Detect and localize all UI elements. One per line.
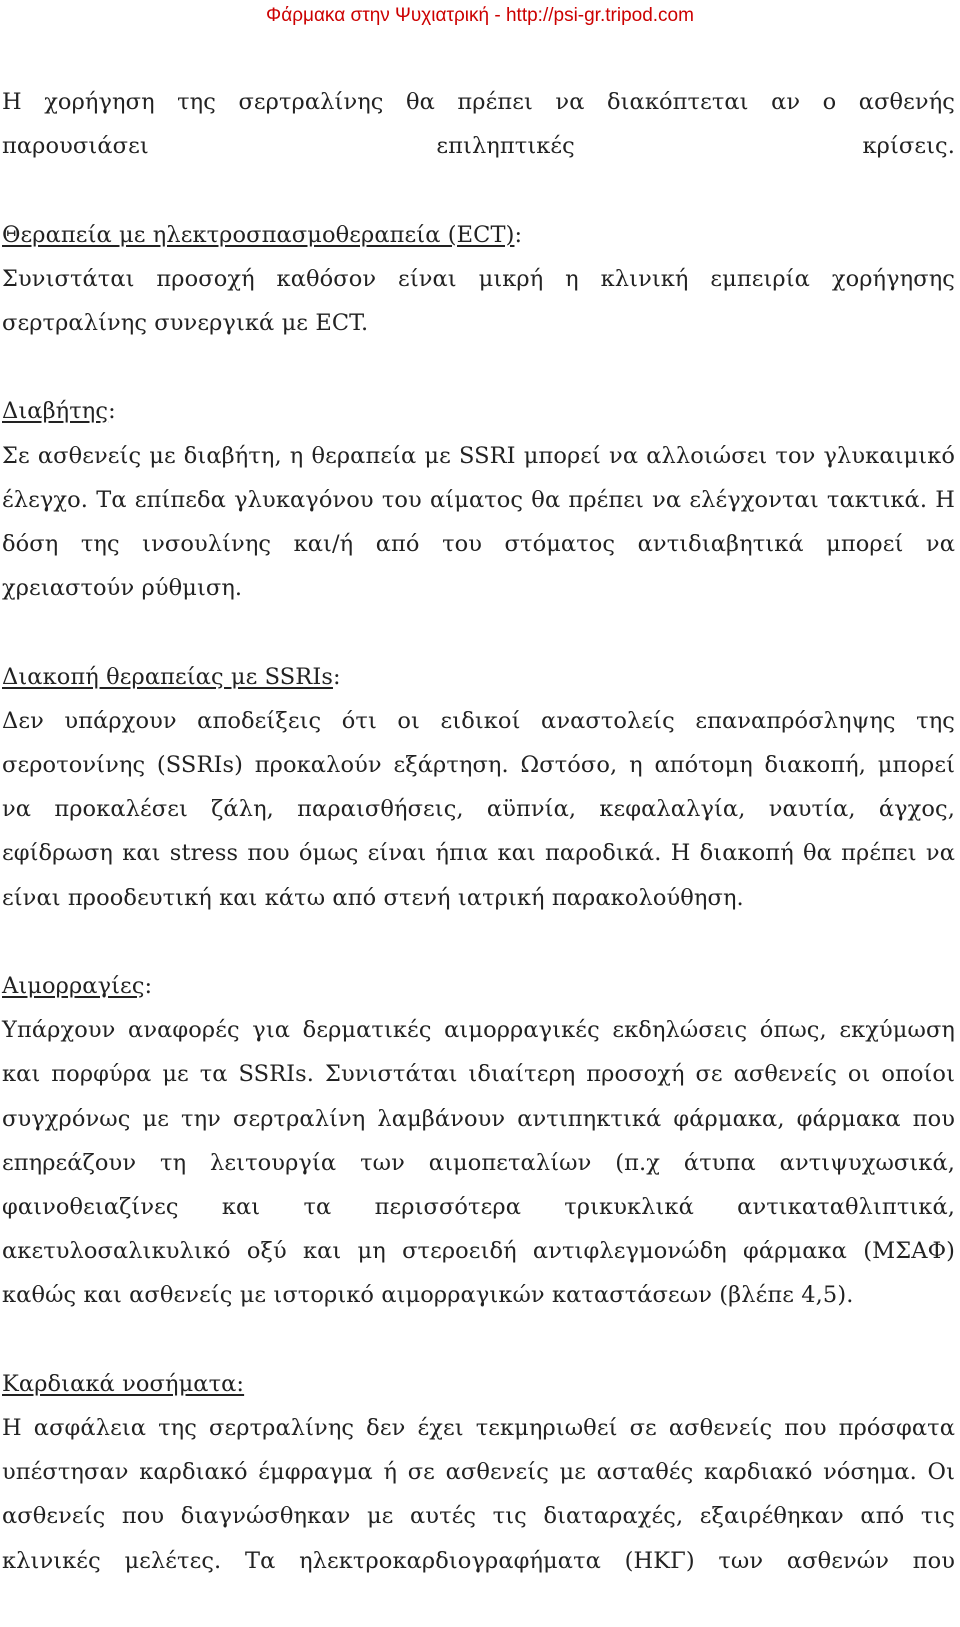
section-heading-colon: : <box>514 221 523 248</box>
page-header: Φάρμακα στην Ψυχιατρική - http://psi-gr.tripod.com <box>266 5 694 26</box>
section-heading-text: Αιμορραγίες <box>2 973 145 999</box>
section-ect <box>2 213 955 346</box>
section-heading-colon: : <box>144 973 153 999</box>
section-heading-text: Καρδιακά νοσήματα: <box>2 1370 245 1397</box>
section-heading <box>2 389 955 433</box>
section-heading-text: Θεραπεία με ηλεκτροσπασμοθεραπεία (ECT) <box>2 221 515 248</box>
section-heading-colon: : <box>108 398 116 425</box>
document-body <box>2 80 955 1627</box>
section-diabetes <box>2 389 955 610</box>
section-bleeding <box>2 964 955 1318</box>
section-text: Σε ασθενείς με διαβήτη, η θεραπεία με SSRI μπορεί να αλλοιώσει τον γλυκαιμικό έλεγχο. Τα επίπεδα γλυκαγόνου του αίματος θα πρέπει να ελέγχονται τακτικά. Η δόση της ινσουλίνης και/ή από του στόματος αντιδιαβητικά μπορεί να χρειαστούν ρύθμιση. <box>2 442 955 602</box>
section-text: Υπάρχουν αναφορές για δερματικές αιμορραγικές εκδηλώσεις όπως, εκχύμωση και πορφύρα με τα SSRIs. Συνιστάται ιδιαίτερη προσοχή σε ασθενείς οι οποίοι συγχρόνως με την σερτραλίνη λαμβάνουν αντιπηκτικά φάρμακα, φάρμακα που επηρεάζουν τη λειτουργία των αιμοπεταλίων (π.χ άτυπα αντιψυχωσικά, φαινοθειαζίνες και τα περισσότερα τρικυκλικά αντικαταθλιπτικά, ακετυλοσαλικυλικό οξύ και μη στεροειδή αντιφλεγμονώδη φάρμακα (ΜΣΑΦ) καθώς και ασθενείς με ιστορικό αιμορραγικών καταστάσεων (βλέπε 4,5). <box>2 1017 955 1309</box>
section-text: Συνιστάται προσοχή καθόσον είναι μικρή η κλινική εμπειρία χορήγησης σερτραλίνης συνεργικά με ECT. <box>2 265 955 336</box>
section-text: Δεν υπάρχουν αποδείξεις ότι οι ειδικοί αναστολείς επαναπρόσληψης της σεροτονίνης (SSRIs) προκαλούν εξάρτηση. Ωστόσο, η απότομη διακοπή, μπορεί να προκαλέσει ζάλη, παραισθήσεις, αϋπνία, κεφαλαλγία, ναυτία, άγχος, εφίδρωση και stress που όμως είναι ήπια και παροδικά. Η διακοπή θα πρέπει να είναι προοδευτική και κάτω από στενή ιατρική παρακολούθηση. <box>2 707 955 911</box>
section-heading <box>2 655 955 699</box>
paragraph-seizures <box>2 80 955 168</box>
section-heading <box>2 213 955 257</box>
section-text: Η ασφάλεια της σερτραλίνης δεν έχει τεκμηριωθεί σε ασθενείς που πρόσφατα υπέστησαν καρδιακό έμφραγμα ή σε ασθενείς με ασταθές καρδιακό νόσημα. Οι ασθενείς που διαγνώσθηκαν με αυτές τις διαταραχές, εξαιρέθηκαν από τις κλινικές μελέτες. Τα ηλεκτροκαρδιογραφήματα (ΗΚΓ) των ασθενών που <box>2 1415 955 1574</box>
section-cardiac <box>2 1362 955 1583</box>
section-heading-text: Διακοπή θεραπείας με SSRIs <box>2 663 333 690</box>
section-heading-text: Διαβήτης <box>2 398 109 425</box>
section-heading-colon: : <box>332 663 341 690</box>
section-discontinuation <box>2 655 955 920</box>
section-heading <box>2 1362 955 1406</box>
section-heading <box>2 964 955 1008</box>
paragraph-text: Η χορήγηση της σερτραλίνης θα πρέπει να διακόπτεται αν ο ασθενής παρουσιάσει επιληπτικές κρίσεις. <box>2 89 955 160</box>
